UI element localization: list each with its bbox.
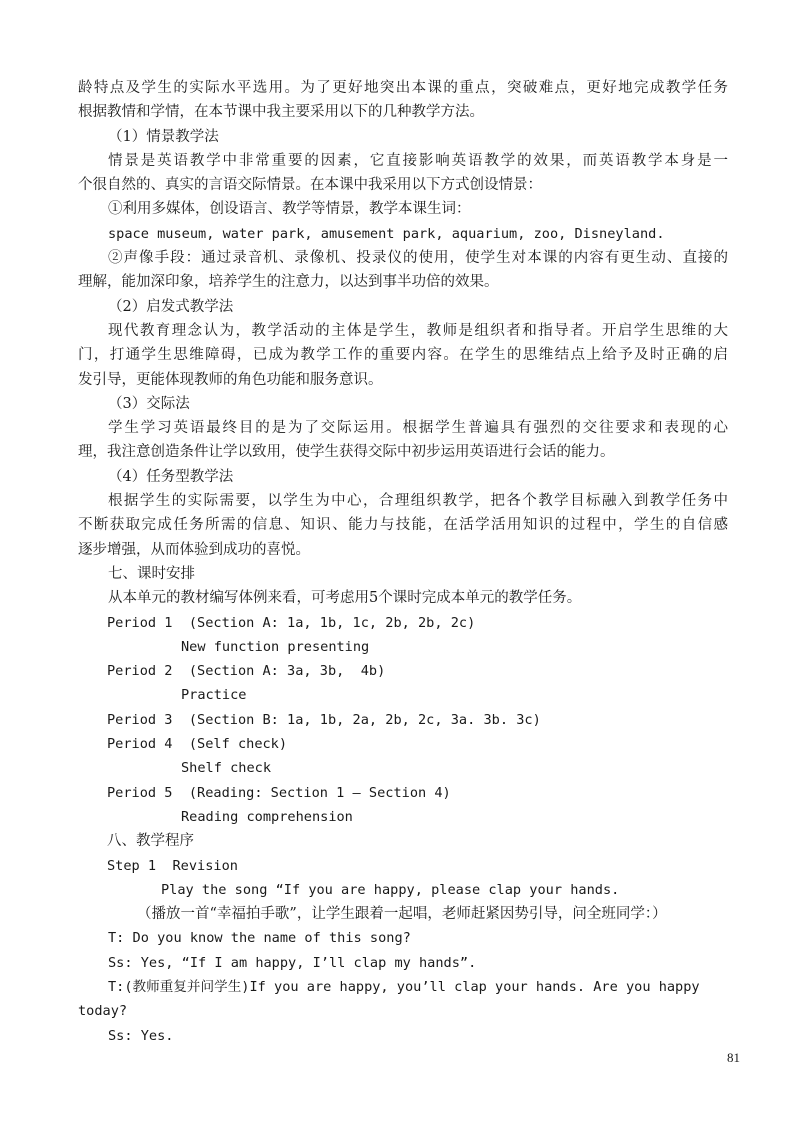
text-line: 情景是英语教学中非常重要的因素，它直接影响英语教学的效果，而英语教学本身是一: [108, 152, 728, 169]
text-line: 个很自然的、真实的言语交际情景。在本课中我采用以下方式创设情景：: [78, 177, 542, 194]
dialogue-line: T: Do you know the name of this song?: [108, 930, 411, 947]
period-detail: New function presenting: [181, 638, 370, 655]
dialogue-line: Ss: Yes, “If I am happy, I’ll clap my hands”.: [108, 954, 477, 971]
vocabulary-line: space museum, water park, amusement park, aquarium, zoo, Disneyland.: [108, 225, 665, 242]
section-heading: （2）启发式教学法: [108, 298, 234, 315]
text-line: 门，打通学生思维障碍，已成为教学工作的重要内容。在学生的思维结点上给予及时正确的启: [78, 347, 728, 364]
dialogue-line: Ss: Yes.: [108, 1027, 174, 1044]
text-line: 学生学习英语最终目的是为了交际运用。根据学生普遍具有强烈的交往要求和表现的心: [108, 420, 728, 437]
text-line: 不断获取完成任务所需的信息、知识、能力与技能，在活学活用知识的过程中，学生的自信感: [78, 517, 728, 534]
text-line: 根据教情和学情，在本节课中我主要采用以下的几种教学方法。: [78, 104, 484, 121]
text-line: 根据学生的实际需要，以学生为中心，合理组织教学，把各个教学目标融入到教学任务中: [108, 493, 728, 510]
page-number: 81: [727, 1050, 740, 1065]
text-line: 理，我注意创造条件让学以致用，使学生获得交际中初步运用英语进行会话的能力。: [78, 444, 615, 461]
dialogue-line: today?: [78, 1003, 128, 1020]
chapter-heading: 八、教学程序: [107, 833, 194, 850]
text-line: ①利用多媒体，创设语言、教学等情景，教学本课生词：: [108, 201, 471, 218]
section-heading: （1）情景教学法: [108, 128, 219, 145]
dialogue-line: T:(教师重复并问学生)If you are happy, you’ll clap your hands. Are you happy: [108, 978, 700, 995]
section-heading: （3）交际法: [108, 395, 190, 412]
text-line: 逐步增强，从而体验到成功的喜悦。: [78, 541, 310, 558]
period-line: Period 3 (Section B: 1a, 1b, 2a, 2b, 2c, 3a. 3b. 3c): [107, 711, 541, 728]
text-line: 理解，能加深印象，培养学生的注意力，以达到事半功倍的效果。: [78, 274, 499, 291]
section-heading: （4）任务型教学法: [108, 468, 234, 485]
period-line: Period 5 (Reading: Section 1 — Section 4): [107, 784, 451, 801]
text-line: 从本单元的教材编写体例来看，可考虑用5个课时完成本单元的教学任务。: [108, 590, 582, 607]
text-line: ②声像手段：通过录音机、录像机、投录仪的使用，使学生对本课的内容有更生动、直接的: [108, 250, 728, 267]
step-line: Step 1 Revision: [107, 857, 238, 874]
text-line: Play the song “If you are happy, please clap your hands.: [161, 881, 620, 898]
period-line: Period 1 (Section A: 1a, 1b, 1c, 2b, 2b, 2c): [107, 614, 476, 631]
text-line: 现代教育理念认为，教学活动的主体是学生，教师是组织者和指导者。开启学生思维的大: [108, 322, 728, 339]
text-line: 龄特点及学生的实际水平选用。为了更好地突出本课的重点，突破难点，更好地完成教学任务: [78, 80, 728, 96]
document-page: [78, 76, 728, 1048]
period-line: Period 4 (Self check): [107, 736, 288, 753]
chapter-heading: 七、课时安排: [108, 565, 195, 582]
period-detail: Shelf check: [181, 760, 272, 777]
period-detail: Reading comprehension: [181, 808, 353, 825]
period-line: Period 2 (Section A: 3a, 3b, 4b): [107, 663, 386, 680]
text-line: 发引导，更能体现教师的角色功能和服务意识。: [78, 371, 383, 388]
period-detail: Practice: [181, 687, 247, 704]
text-line: （播放一首“幸福拍手歌”，让学生跟着一起唱，老师赶紧因势引导，问全班同学：）: [137, 906, 667, 923]
